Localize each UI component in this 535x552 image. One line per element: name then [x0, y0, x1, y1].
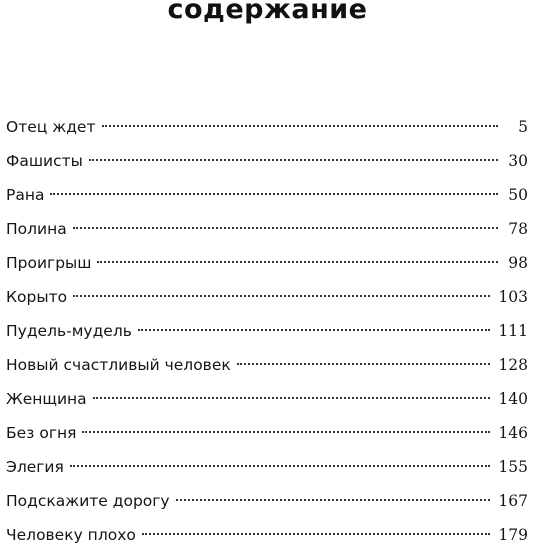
dot-leader — [237, 363, 491, 365]
dot-leader — [93, 397, 491, 399]
dot-leader — [97, 261, 498, 263]
toc-entry-title: Полина — [6, 220, 67, 238]
toc-entry[interactable] — [6, 450, 528, 484]
toc-entry-page: 78 — [508, 220, 528, 238]
toc-entry-title: Элегия — [6, 458, 64, 476]
dot-leader — [73, 227, 498, 229]
toc-entry-title: Женщина — [6, 390, 87, 408]
toc-entry-title: Без огня — [6, 424, 77, 442]
dot-leader — [82, 431, 490, 433]
toc-entry[interactable] — [6, 110, 528, 144]
dot-leader — [138, 329, 491, 331]
toc-entry[interactable] — [6, 314, 528, 348]
toc-entry-title: Подскажите дорогу — [6, 492, 170, 510]
toc-entry-page: 98 — [508, 254, 528, 272]
toc-entry-page: 103 — [498, 288, 528, 306]
toc-entry[interactable] — [6, 416, 528, 450]
toc-entry-page: 50 — [508, 186, 528, 204]
toc-entry-page: 5 — [518, 118, 528, 136]
toc-entry-title: Новый счастливый человек — [6, 356, 231, 374]
toc-entry-page: 128 — [498, 356, 528, 374]
toc-entry-title: Пудель-мудель — [6, 322, 132, 340]
toc-entry[interactable] — [6, 484, 528, 518]
toc-entry-page: 30 — [508, 152, 528, 170]
toc-entry[interactable] — [6, 246, 528, 280]
toc-entry-page: 111 — [498, 322, 528, 340]
toc-entry-page: 167 — [498, 492, 528, 510]
dot-leader — [73, 295, 490, 297]
toc-entry-title: Человеку плохо — [6, 526, 136, 544]
dot-leader — [70, 465, 491, 467]
toc-entry[interactable] — [6, 518, 528, 552]
dot-leader — [102, 125, 499, 127]
toc-entry-title: Корыто — [6, 288, 68, 306]
toc-entry[interactable] — [6, 348, 528, 382]
dot-leader — [142, 533, 491, 535]
toc-entry-title: Проигрыш — [6, 254, 92, 272]
toc-entry-page: 146 — [498, 424, 528, 442]
toc-entry[interactable] — [6, 382, 528, 416]
toc-entry-title: Рана — [6, 186, 45, 204]
dot-leader — [50, 193, 498, 195]
toc-entry[interactable] — [6, 212, 528, 246]
toc-entry[interactable] — [6, 280, 528, 314]
dot-leader — [176, 499, 491, 501]
toc-entry-title: Фашисты — [6, 152, 83, 170]
toc-list — [6, 110, 528, 552]
toc-heading: содержание — [167, 0, 368, 25]
toc-entry-page: 155 — [498, 458, 528, 476]
toc-entry[interactable] — [6, 144, 528, 178]
toc-entry-page: 179 — [498, 526, 528, 544]
dot-leader — [89, 159, 498, 161]
toc-entry-title: Отец ждет — [6, 118, 96, 136]
toc-entry-page: 140 — [498, 390, 528, 408]
toc-entry[interactable] — [6, 178, 528, 212]
